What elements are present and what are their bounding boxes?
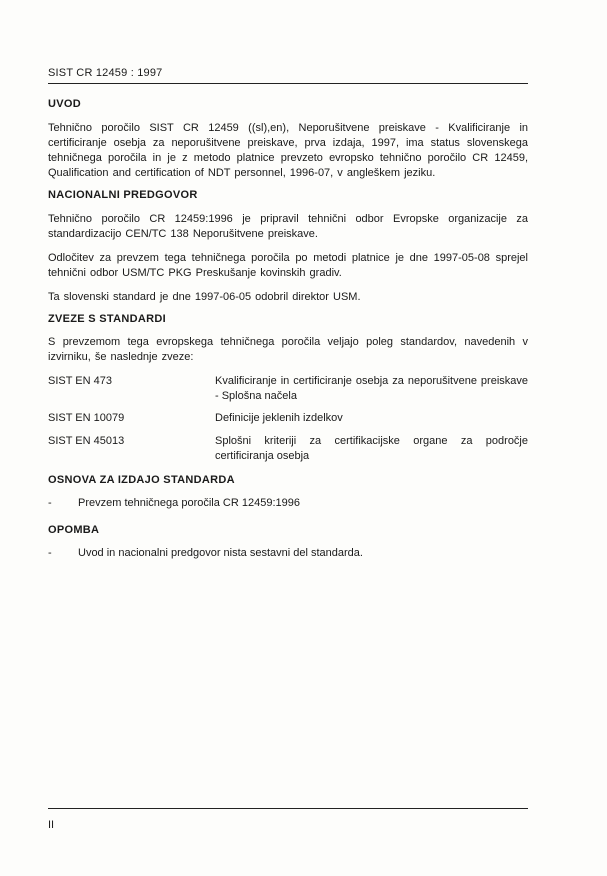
bullet-dash: - xyxy=(48,497,52,509)
nacionalni-paragraph-2: Odločitev za prevzem tega tehničnega poročila po metodi platnice je dne 1997-05-08 sprejel tehnični odbor USM/TC PKG Preskušanje kovinskih gradiv. xyxy=(48,252,528,279)
reference-row xyxy=(48,434,528,464)
bullet-dash: - xyxy=(48,547,52,559)
nacionalni-paragraph-3: Ta slovenski standard je dne 1997-06-05 odobril direktor USM. xyxy=(48,291,361,303)
reference-code: SIST EN 473 xyxy=(48,375,112,387)
heading-osnova: OSNOVA ZA IZDAJO STANDARDA xyxy=(48,474,235,486)
nacionalni-paragraph-1: Tehnično poročilo CR 12459:1996 je pripravil tehnični odbor Evropske organizacije za standardizacijo CEN/TC 138 Neporušitvene preiskave. xyxy=(48,213,528,240)
opomba-item-text: Uvod in nacionalni predgovor nista sestavni del standarda. xyxy=(78,547,363,559)
opomba-list-item xyxy=(48,546,528,561)
reference-code: SIST EN 45013 xyxy=(48,435,125,447)
osnova-list-item xyxy=(48,496,528,511)
footer-rule xyxy=(48,808,528,809)
zveze-intro: S prevzemom tega evropskega tehničnega poročila veljajo poleg standardov, navedenih v izvirniku, še naslednje zveze: xyxy=(48,336,528,363)
heading-opomba: OPOMBA xyxy=(48,524,100,536)
osnova-item-text: Prevzem tehničnega poročila CR 12459:1996 xyxy=(78,497,300,509)
heading-uvod: UVOD xyxy=(48,98,81,110)
uvod-paragraph: Tehnično poročilo SIST CR 12459 ((sl),en), Neporušitvene preiskave - Kvalificiranje in certificiranje osebja za neporušitvene preiskave, prva izdaja, 1997, ima status slovenskega tehničnega poročila in je z metodo platnice prevzeto evropsko tehnično poročilo CR 12459, Qualification and certification of NDT personnel, 1996-07, v angleškem jeziku. xyxy=(48,122,528,179)
heading-zveze-s-standardi: ZVEZE S STANDARDI xyxy=(48,313,166,325)
reference-code: SIST EN 10079 xyxy=(48,412,125,424)
heading-nacionalni-predgovor: NACIONALNI PREDGOVOR xyxy=(48,189,198,201)
reference-row xyxy=(48,411,528,426)
page-number: II xyxy=(48,819,55,831)
reference-title: Splošni kriteriji za certifikacijske organe za področje certificiranja osebja xyxy=(215,435,528,462)
document-header: SIST CR 12459 : 1997 xyxy=(48,67,163,79)
reference-title: Kvalificiranje in certificiranje osebja za neporušitvene preiskave - Splošna načela xyxy=(215,375,528,402)
reference-row xyxy=(48,374,528,404)
header-rule xyxy=(48,83,528,84)
reference-title: Definicije jeklenih izdelkov xyxy=(215,412,343,424)
